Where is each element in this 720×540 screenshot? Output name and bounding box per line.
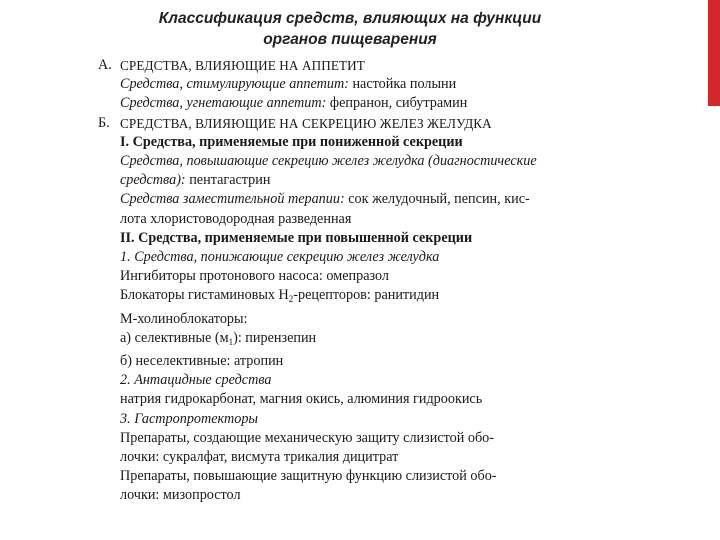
- section-b-mark: Б.: [98, 114, 110, 131]
- section-a-mark: А.: [98, 57, 112, 73]
- appetite-suppressants: Средства, угнетающие аппетит: фепранон, сибутрамин: [120, 95, 468, 112]
- subsection-3-line-3: Препараты, повышающие защитную функцию слизистой обо-: [120, 468, 497, 485]
- part-2-heading: II. Средства, применяемые при повышенной секреции: [120, 229, 473, 246]
- subsection-2-heading: 2. Антацидные средства: [120, 372, 272, 389]
- part-1-line-2: средства): пентагастрин: [120, 172, 271, 189]
- part-1-line-1: Средства, повышающие секрецию желез желудка (диагностические: [120, 153, 537, 170]
- subsection-3-line-1: Препараты, создающие механическую защиту слизистой обо-: [120, 429, 494, 446]
- accent-bar: [708, 0, 720, 106]
- slide-title: [0, 8, 680, 50]
- part-1-heading: I. Средства, применяемые при пониженной секреции: [120, 133, 463, 150]
- subsection-1-line-2: Блокаторы гистаминовых $Н_2$-рецепторов: ранитидин: [120, 287, 440, 305]
- section-b-heading: [98, 114, 580, 133]
- part-1-line-4: лота хлористоводородная разведенная: [120, 210, 352, 227]
- subsection-1-heading: 1. Средства, понижающие секрецию желез желудка: [120, 249, 440, 266]
- subsection-1-line-3: М-холиноблокаторы:: [120, 310, 248, 327]
- part-1-line-3: Средства заместительной терапии: сок желудочный, пепсин, кис-: [120, 191, 530, 208]
- subsection-3-heading: 3. Гастропротекторы: [120, 410, 259, 427]
- section-a-title: СРЕДСТВА, ВЛИЯЮЩИЕ НА АППЕТИТ: [120, 58, 365, 73]
- subsection-1-line-4: а) селективные $(м_1)$: пирензепин: [120, 329, 317, 347]
- subsection-3-line-4: лочки: мизопростол: [120, 487, 241, 504]
- subsection-2-line-1: натрия гидрокарбонат, магния окись, алюминия гидроокись: [120, 391, 483, 408]
- subsection-1-line-1: Ингибиторы протонового насоса: омепразол: [120, 268, 390, 285]
- subsection-1-line-5: б) неселективные: атропин: [120, 353, 284, 370]
- subsection-3-line-2: лочки: сукралфат, висмута трикалия дицитрат: [120, 449, 399, 466]
- section-a-heading: [98, 56, 580, 75]
- title-line-2: органов пищеварения: [263, 31, 437, 48]
- classification-content: [98, 56, 580, 506]
- appetite-stimulants: Средства, стимулирующие аппетит: настойка полыни: [120, 76, 457, 93]
- section-b-title: СРЕДСТВА, ВЛИЯЮЩИЕ НА СЕКРЕЦИЮ ЖЕЛЕЗ ЖЕЛУДКА: [120, 115, 492, 131]
- title-line-1: Классификация средств, влияющих на функции: [158, 10, 542, 27]
